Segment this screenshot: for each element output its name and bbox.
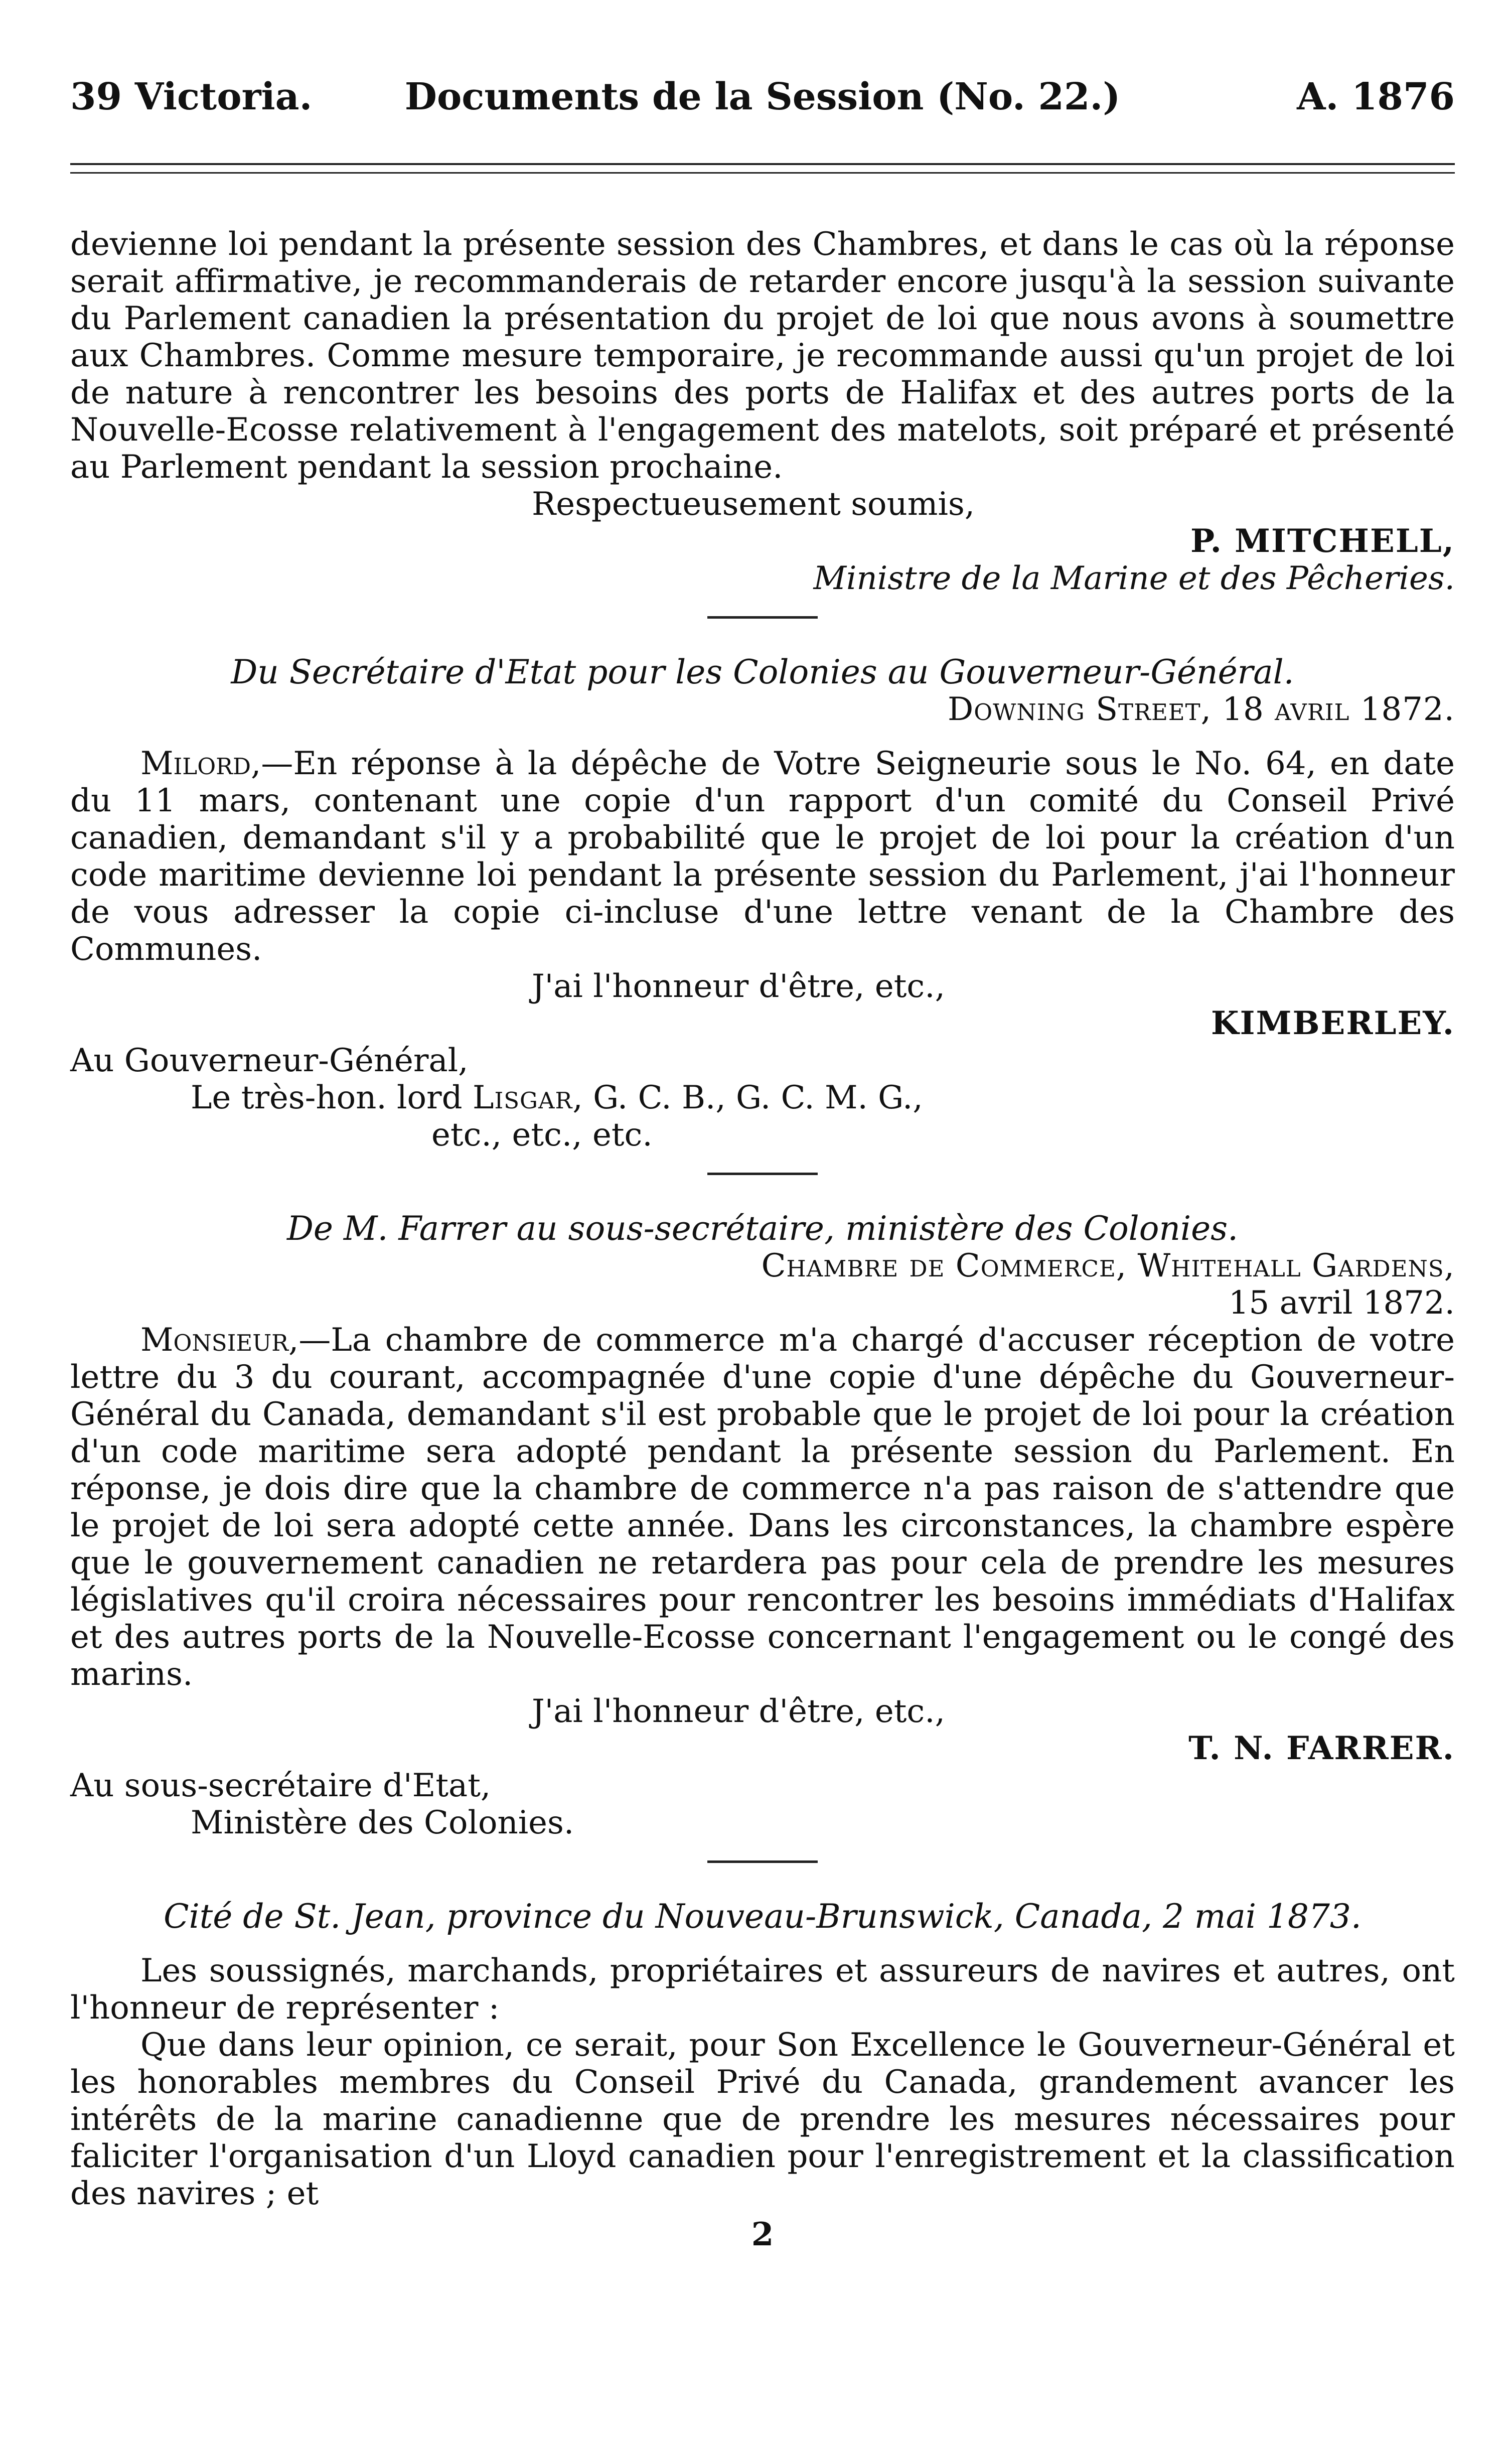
letter-place: Chambre de Commerce, Whitehall Gardens, bbox=[761, 1247, 1455, 1284]
memorial-heading: Cité de St. Jean, province du Nouveau-Brunswick, Canada, 2 mai 1873. bbox=[164, 1897, 1362, 1936]
addressee-line: Le très-hon. lord Lisgar, G. C. B., G. C. M. G., bbox=[191, 1079, 923, 1116]
header-title: Documents de la Session (No. 22.) bbox=[404, 75, 1121, 118]
section-separator bbox=[707, 1860, 818, 1863]
letter-body: Milord,—En réponse à la dépêche de Votre Seigneurie sous le No. 64, en date du 11 mars, contenant une copie d'un rapport d'un comité du Conseil Privé canadien, demandant s'il y a probabilité que le projet de loi pour la création d'un code maritime devienne loi pendant la présente session du Parlement, j'ai l'honneur de vous adresser la copie ci-incluse d'une lettre venant de la Chambre des Communes. bbox=[70, 745, 1455, 968]
closing-line: Respectueusement soumis, bbox=[532, 486, 975, 523]
signature-farrer: T. N. FARRER. bbox=[1188, 1730, 1455, 1767]
addressee-line: etc., etc., etc. bbox=[431, 1116, 653, 1154]
signatory-title: Ministre de la Marine et des Pêcheries. bbox=[813, 560, 1455, 597]
signature-mitchell: P. MITCHELL, bbox=[1190, 522, 1455, 560]
page-number: 2 bbox=[751, 2216, 774, 2253]
continued-paragraph: devienne loi pendant la présente session des Chambres, et dans le cas où la réponse serait affirmative, je recommanderais de retarder encore jusqu'à la session suivante du Parlement canadien la présentation du projet de loi que nous avons à soumettre aux Chambres. Comme mesure temporaire, je recommande aussi qu'un projet de loi de nature à rencontrer les besoins des ports de Halifax et des autres ports de la Nouvelle-Ecosse relativement à l'engagement des matelots, soit préparé et présenté au Parlement pendant la session prochaine. bbox=[70, 226, 1455, 486]
letter-heading: Du Secrétaire d'Etat pour les Colonies au Gouverneur-Général. bbox=[231, 653, 1294, 691]
section-separator bbox=[707, 1173, 818, 1175]
honour-line: J'ai l'honneur d'être, etc., bbox=[532, 968, 945, 1005]
memorial-paragraph: Les soussignés, marchands, propriétaires et assureurs de navires et autres, ont l'honneur de représenter : bbox=[70, 1952, 1455, 2027]
letter-date: 15 avril 1872. bbox=[1228, 1284, 1455, 1322]
header-rule bbox=[70, 163, 1455, 174]
addressee-line: Au Gouverneur-Général, bbox=[70, 1042, 469, 1079]
header-volume: 39 Victoria. bbox=[70, 75, 313, 118]
salutation: Monsieur, bbox=[140, 1322, 299, 1359]
addressee-line: Au sous-secrétaire d'Etat, bbox=[70, 1767, 491, 1804]
memorial-paragraph: Que dans leur opinion, ce serait, pour Son Excellence le Gouverneur-Général et les honorables membres du Conseil Privé du Canada, grandement avancer les intérêts de la marine canadienne que de prendre les mesures nécessaires pour faliciter l'organisation d'un Lloyd canadien pour l'enregistrement et la classification des navires ; et bbox=[70, 2027, 1455, 2212]
addressee-line: Ministère des Colonies. bbox=[191, 1804, 574, 1841]
section-separator bbox=[707, 616, 818, 619]
running-header bbox=[70, 75, 1455, 146]
header-year: A. 1876 bbox=[1297, 75, 1455, 118]
salutation: Milord, bbox=[140, 745, 261, 782]
letter-heading: De M. Farrer au sous-secrétaire, ministère des Colonies. bbox=[286, 1209, 1239, 1248]
signature-kimberley: KIMBERLEY. bbox=[1211, 1004, 1455, 1042]
honour-line: J'ai l'honneur d'être, etc., bbox=[532, 1693, 945, 1730]
body-text bbox=[70, 226, 1455, 2253]
letter-place-date: Downing Street, 18 avril 1872. bbox=[947, 691, 1455, 728]
letter-body: Monsieur,—La chambre de commerce m'a chargé d'accuser réception de votre lettre du 3 du courant, accompagnée d'une copie d'une dépêche du Gouverneur-Général du Canada, demandant s'il est probable que le projet de loi pour la création d'un code maritime sera adopté pendant la présente session du Parlement. En réponse, je dois dire que la chambre de commerce n'a pas raison de s'attendre que le projet de loi sera adopté cette année. Dans les circonstances, la chambre espère que le gouvernement canadien ne retardera pas pour cela de prendre les mesures législatives qu'il croira nécessaires pour rencontrer les besoins immédiats d'Halifax et des autres ports de la Nouvelle-Ecosse concernant l'engagement ou le congé des marins. bbox=[70, 1322, 1455, 1693]
